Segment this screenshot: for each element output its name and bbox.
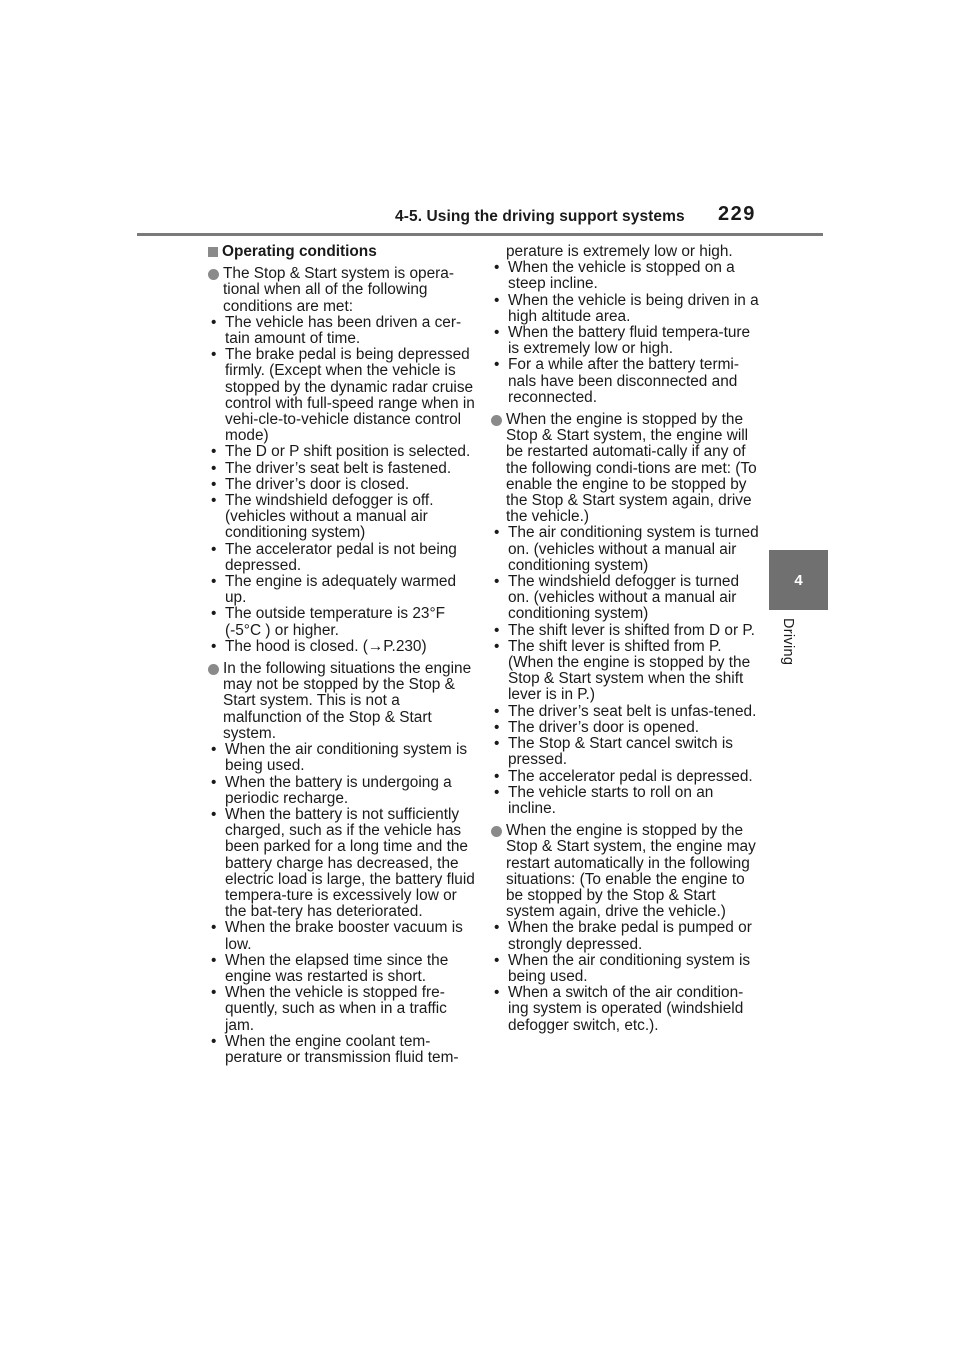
condition-group <box>491 412 763 525</box>
list-item: • The outside temperature is 23°F (-5°C ) or higher. <box>211 605 446 639</box>
circle-bullet-icon <box>491 826 502 837</box>
list-item: • When the brake booster vacuum is low. <box>211 919 463 953</box>
section-title: 4-5. Using the driving support systems <box>395 208 685 225</box>
square-bullet-icon <box>208 247 218 257</box>
list-item: • The shift lever is shifted from D or P. <box>494 621 755 639</box>
list-item: • The D or P shift position is selected. <box>211 443 471 461</box>
condition-group <box>208 661 476 742</box>
circle-bullet-icon <box>491 415 502 426</box>
list-item: • The Stop & Start cancel switch is pressed. <box>494 735 733 769</box>
continued-text: perature is extremely low or high. <box>506 243 733 260</box>
bullet-list <box>491 920 763 1033</box>
list-item: • The windshield defogger is turned on. (vehicles without a manual air conditioning system) <box>494 573 740 623</box>
list-item: • The accelerator pedal is depressed. <box>494 767 753 785</box>
chapter-number: 4 <box>794 571 803 589</box>
list-item: • When the air conditioning system is being used. <box>494 951 751 985</box>
group-intro: When the engine is stopped by the Stop & Start system, the engine will be restarted automati-cally if any of the following condi-tions are met: (To enable the engine to be stopped by the Stop & Start system again, drive the vehicle.) <box>506 411 757 526</box>
list-item: • When the elapsed time since the engine was restarted is short. <box>211 951 449 985</box>
list-item: • When the battery is not sufficiently charged, such as if the vehicle has been parked for a long time and the battery charge has decreased, the electric load is large, the battery fluid tempera-ture is excessively low or the bat-tery has deteriorated. <box>211 805 475 921</box>
list-item: • The driver’s seat belt is unfas-tened. <box>494 702 757 720</box>
list-item: • When a switch of the air condition-ing system is operated (windshield defogger switch, etc.). <box>494 984 744 1034</box>
list-item: • The air conditioning system is turned on. (vehicles without a manual air conditioning system) <box>494 524 759 574</box>
section-heading <box>208 244 476 260</box>
list-item: • The engine is adequately warmed up. <box>211 573 457 607</box>
list-item: • The driver’s door is opened. <box>494 718 700 736</box>
circle-bullet-icon <box>208 664 219 675</box>
list-item: • The vehicle starts to roll on an incline. <box>494 783 714 817</box>
group-intro: The Stop & Start system is opera-tional when all of the following conditions are met: <box>223 265 454 315</box>
bullet-list <box>208 315 476 655</box>
condition-group <box>208 266 476 315</box>
circle-bullet-icon <box>208 269 219 280</box>
condition-group <box>491 823 763 920</box>
list-item: • When the brake pedal is pumped or strongly depressed. <box>494 919 752 953</box>
bullet-list <box>491 525 763 817</box>
header-divider <box>137 233 823 236</box>
chapter-label: Driving <box>780 618 796 666</box>
group-intro: In the following situations the engine may not be stopped by the Stop & Start system. This is not a malfunction of the Stop & Start system. <box>223 660 472 742</box>
chapter-tab[interactable] <box>769 550 828 610</box>
bullet-list <box>208 742 476 1066</box>
list-item: • When the vehicle is stopped on a steep incline. <box>494 259 735 293</box>
list-item: • When the air conditioning system is being used. <box>211 741 468 775</box>
list-item: • When the engine coolant tem-perature or transmission fluid tem- <box>211 1032 459 1066</box>
list-item: • The accelerator pedal is not being depressed. <box>211 540 457 574</box>
heading-text: Operating conditions <box>222 243 377 260</box>
list-item: • When the vehicle is being driven in a high altitude area. <box>494 291 759 325</box>
list-item: • The brake pedal is being depressed firmly. (Except when the vehicle is stopped by the dynamic radar cruise control with full-speed range when in vehi-cle-to-vehicle distance control mode) <box>211 346 475 445</box>
list-item: • When the vehicle is stopped fre-quently, such as when in a traffic jam. <box>211 984 447 1034</box>
list-item: • The windshield defogger is off. (vehicles without a manual air conditioning system) <box>211 492 434 542</box>
left-column <box>208 244 476 1066</box>
right-column <box>491 244 763 1034</box>
list-item: • The driver’s door is closed. <box>211 475 410 493</box>
page-number: 229 <box>718 203 756 225</box>
page-link[interactable]: • The hood is closed. (→P.230) <box>211 637 427 655</box>
list-item: • When the battery fluid tempera-ture is extremely low or high. <box>494 324 751 358</box>
list-item: • For a while after the battery termi-nals have been disconnected and reconnected. <box>494 356 739 406</box>
list-item: • The vehicle has been driven a cer-tain amount of time. <box>211 313 462 348</box>
bullet-list <box>491 260 763 406</box>
group-intro: When the engine is stopped by the Stop & Start system, the engine may restart automatically in the following situations: (To enable the engine to be stopped by the Stop & Start system again, drive the vehicle.) <box>506 822 756 921</box>
list-item: • The driver’s seat belt is fastened. <box>211 459 452 477</box>
list-item: • The shift lever is shifted from P. (When the engine is stopped by the Stop & Start system when the shift lever is in P.) <box>494 637 751 704</box>
list-item: • When the battery is undergoing a periodic recharge. <box>211 773 452 807</box>
